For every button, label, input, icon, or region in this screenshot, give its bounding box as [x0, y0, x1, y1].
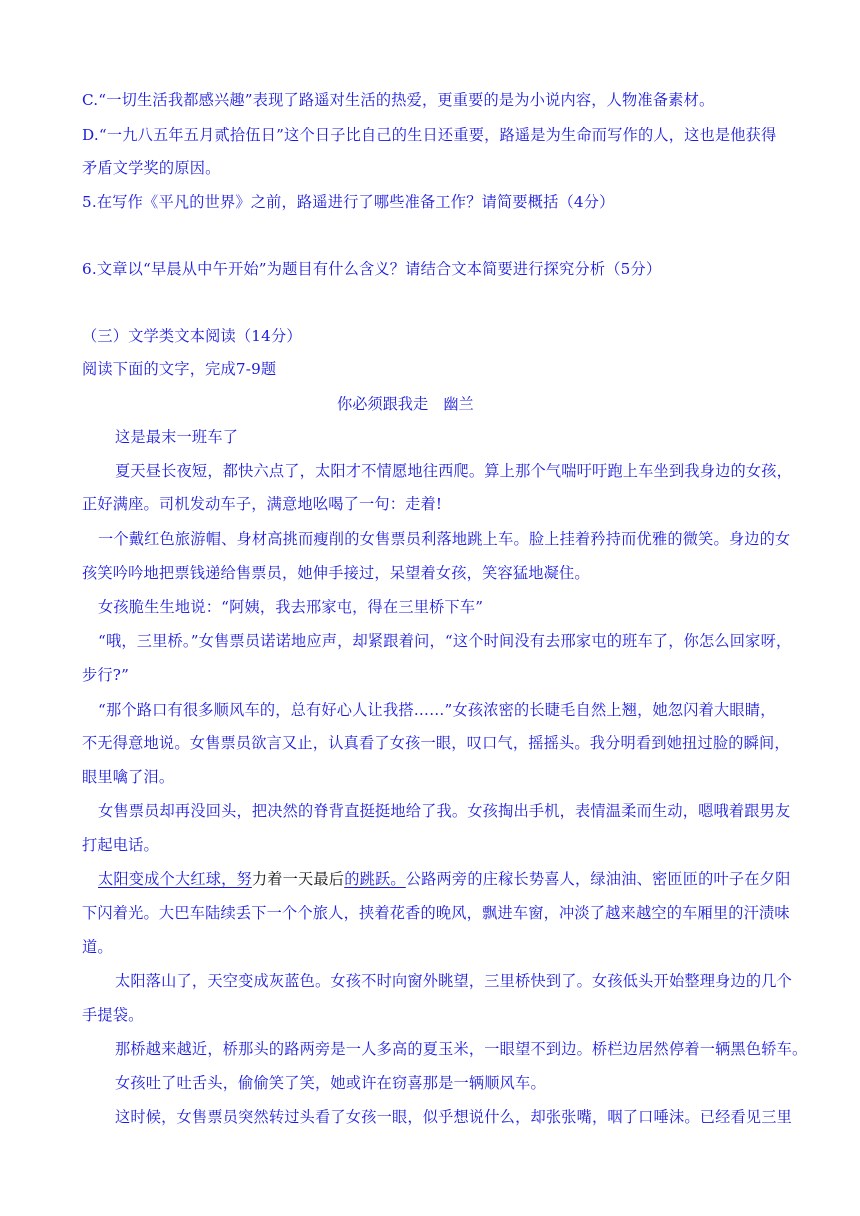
paragraph-1: 这是最末一班车了	[115, 428, 239, 446]
paragraph-4: 女孩脆生生地说：“阿姨，我去邢家屯，得在三里桥下车”	[98, 598, 484, 616]
paragraph-12: 这时候，女售票员突然转过头看了女孩一眼，似乎想说什么，却张张嘴，咽了口唾沫。已经看见三里	[115, 1108, 793, 1126]
story-title: 你必须跟我走 幽兰	[337, 395, 474, 413]
paragraph-6-line3: 眼里噙了泪。	[82, 768, 175, 786]
paragraph-3-line2: 孩笑吟吟地把票钱递给售票员，她伸手接过，呆望着女孩，笑容猛地凝住。	[82, 564, 590, 582]
question-6: 6.文章以“早晨从中午开始”为题目有什么含义？请结合文本简要进行探究分析（5分）	[82, 260, 662, 278]
paragraph-8-line2: 下闪着光。大巴车陆续丢下一个个旅人，挟着花香的晚风，飘进车窗，冲淡了越来越空的车厢里的汗渍味	[82, 904, 790, 922]
option-d-line1: D.“一九八五年五月贰拾伍日”这个日子比自己的生日还重要，路遥是为生命而写作的人，这也是他获得	[82, 126, 777, 144]
paragraph-5-line1: “哦，三里桥。”女售票员诺诺地应声，却紧跟着问，“这个时间没有去邢家屯的班车了，你怎么回家呀，	[98, 632, 792, 650]
paragraph-9-line1: 太阳落山了，天空变成灰蓝色。女孩不时向窗外眺望，三里桥快到了。女孩低头开始整理身边的几个	[115, 972, 793, 990]
paragraph-7-line2: 打起电话。	[82, 836, 159, 854]
underlined-phrase-2: 的跳跃。	[344, 870, 406, 888]
reading-instruction: 阅读下面的文字，完成7-9题	[82, 360, 277, 378]
paragraph-9-line2: 手提袋。	[82, 1006, 144, 1024]
paragraph-11: 女孩吐了吐舌头，偷偷笑了笑，她或许在窃喜那是一辆顺风车。	[115, 1074, 546, 1092]
paragraph-8-rest: 公路两旁的庄稼长势喜人，绿油油、密匝匝的叶子在夕阳	[405, 870, 791, 888]
paragraph-10: 那桥越来越近，桥那头的路两旁是一人多高的夏玉米，一眼望不到边。桥栏边居然停着一辆黑色轿车。	[115, 1040, 808, 1058]
paragraph-7-line1: 女售票员却再没回头，把决然的脊背直挺挺地给了我。女孩掏出手机，表情温柔而生动，嗯哦着跟男友	[98, 802, 791, 820]
paragraph-5-line2: 步行?”	[82, 666, 130, 684]
question-5: 5.在写作《平凡的世界》之前，路遥进行了哪些准备工作？请简要概括（4分）	[82, 193, 615, 211]
paragraph-6-line2: 不无得意地说。女售票员欲言又止，认真看了女孩一眼，叹口气，摇摇头。我分明看到她扭过脸的瞬间，	[82, 734, 790, 752]
paragraph-8-line1	[98, 869, 790, 889]
option-d-line2: 矛盾文学奖的原因。	[82, 159, 221, 177]
paragraph-6-line1: “那个路口有很多顺风车的，总有好心人让我搭……”女孩浓密的长睫毛自然上翘，她忽闪着大眼睛，	[98, 701, 776, 719]
paragraph-8-line3: 道。	[82, 938, 113, 956]
paragraph-2-line2: 正好满座。司机发动车子，满意地吆喝了一句：走着!	[82, 495, 443, 513]
paragraph-3-line1: 一个戴红色旅游帽、身材高挑而瘦削的女售票员利落地跳上车。脸上挂着矜持而优雅的微笑。身边的女	[98, 530, 791, 548]
paragraph-2-line1: 夏天昼长夜短，都快六点了，太阳才不情愿地往西爬。算上那个气喘吁吁跑上车坐到我身边的女孩，	[115, 462, 793, 480]
section-heading: （三）文学类文本阅读（14分）	[82, 327, 302, 345]
option-c: C.“一切生活我都感兴趣”表现了路遥对生活的热爱，更重要的是为小说内容，人物准备素材。	[82, 91, 715, 109]
plain-phrase: 力着一天最后	[251, 870, 345, 888]
underlined-phrase-1: 太阳变成个大红球，努	[98, 870, 252, 888]
